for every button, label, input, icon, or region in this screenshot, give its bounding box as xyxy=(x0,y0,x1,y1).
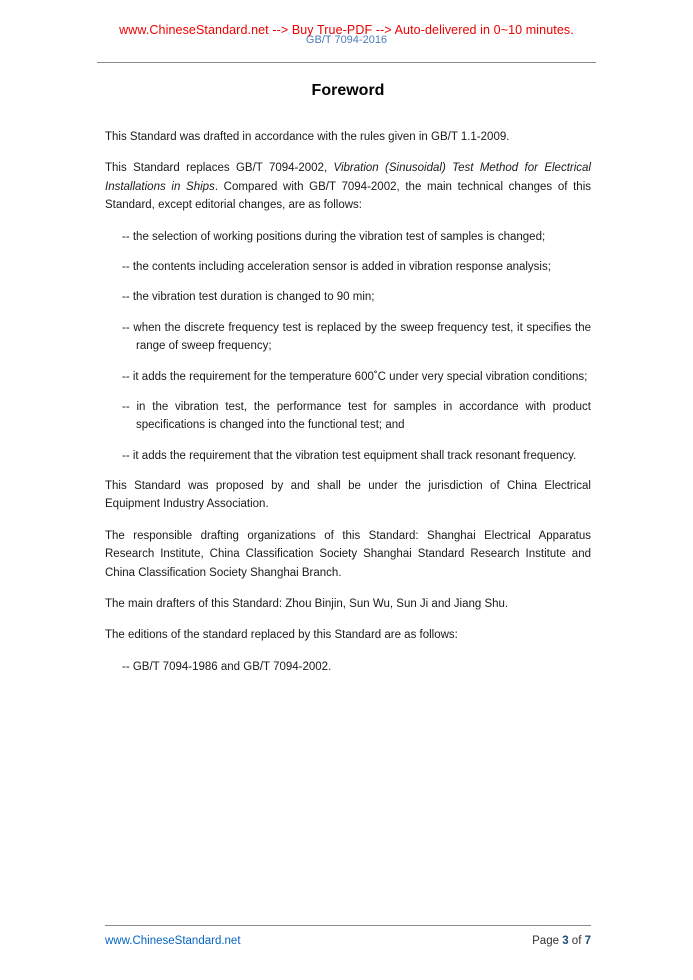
page-current: 3 xyxy=(562,935,569,947)
change-list-item-3: -- the vibration test duration is changed to 90 min; xyxy=(122,291,375,304)
watermark-ad-text: www.ChineseStandard.net --> Buy True-PDF --> Auto-delivered in 0~10 minutes. xyxy=(119,23,574,37)
of-word: of xyxy=(568,935,585,947)
replaced-editions-list-item: -- GB/T 7094-1986 and GB/T 7094-2002. xyxy=(122,660,332,673)
document-body xyxy=(105,76,591,688)
paragraph-drafted: This Standard was drafted in accordance with the rules given in GB/T 1.1-2009. xyxy=(105,131,510,143)
page-footer xyxy=(105,925,591,947)
paragraph-main-drafters: The main drafters of this Standard: Zhou Binjin, Sun Wu, Sun Ji and Jiang Shu. xyxy=(105,598,509,611)
footer-site-link[interactable]: www.ChineseStandard.net xyxy=(105,935,241,947)
doc-number-header: GB/T 7094-2016 xyxy=(305,34,388,46)
change-list-item-6: -- in the vibration test, the performance test for samples in accordance with product specifications is changed into the functional test; and xyxy=(122,400,591,432)
paragraph-replaces-post: . Compared with GB/T 7094-2002, the main technical changes of this Standard, except editorial changes, are as follows: xyxy=(105,180,592,212)
paragraph-replaced-editions: The editions of the standard replaced by this Standard are as follows: xyxy=(105,629,458,642)
paragraph-replaces-pre: This Standard replaces GB/T 7094-2002, xyxy=(105,162,334,175)
page-number xyxy=(532,935,591,947)
paragraph-jurisdiction: This Standard was proposed by and shall be under the jurisdiction of China Electrical Equipment Industry Association. xyxy=(105,480,591,511)
header-divider xyxy=(97,62,596,63)
change-list-item-5: -- it adds the requirement for the temperature 600˚C under very special vibration conditions; xyxy=(122,370,588,383)
change-list-item-2: -- the contents including acceleration sensor is added in vibration response analysis; xyxy=(122,260,551,273)
paragraph-drafting-organizations: The responsible drafting organizations of this Standard: Shanghai Electrical Apparatus Research Institute, China Classification Society Shanghai Standard Research Institute and China Classification Society Shanghai Branch. xyxy=(105,529,591,579)
page-word: Page xyxy=(532,935,563,947)
paragraph-replaces-italic-title: Vibration (Sinusoidal) Test Method for Electrical Installations in Ships xyxy=(105,162,591,193)
page-total: 7 xyxy=(584,935,591,947)
change-list-item-7: -- it adds the requirement that the vibration test equipment shall track resonant frequency. xyxy=(122,449,577,462)
page-title: Foreword xyxy=(311,82,385,99)
change-list-item-4: -- when the discrete frequency test is replaced by the sweep frequency test, it specifies the range of sweep frequency; xyxy=(122,321,591,353)
change-list-item-1: -- the selection of working positions during the vibration test of samples is changed; xyxy=(122,230,546,243)
paragraph-replaces xyxy=(105,159,591,214)
